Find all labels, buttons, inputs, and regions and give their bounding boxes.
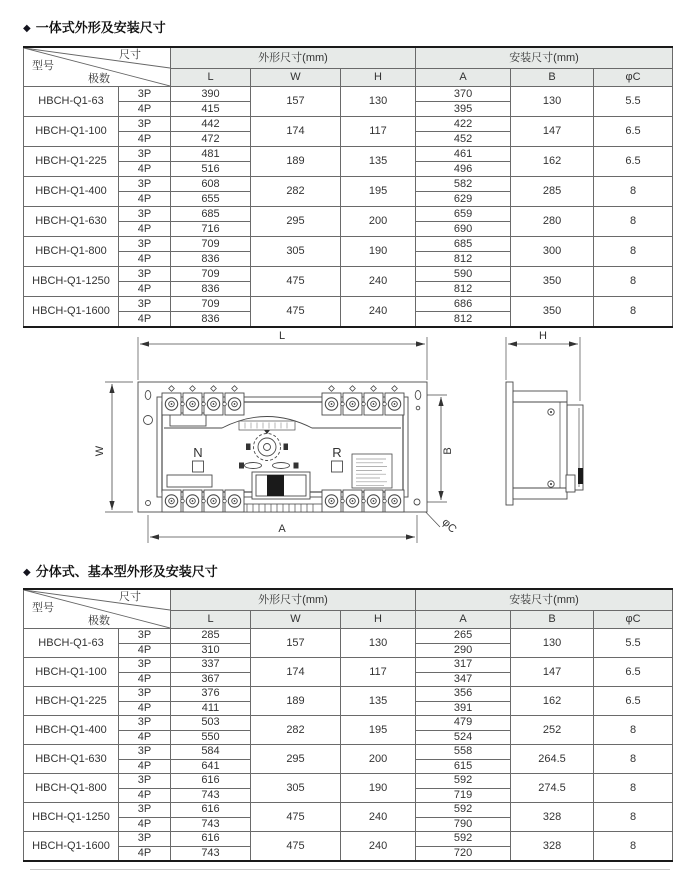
value-cell-a: 719: [416, 788, 511, 803]
value-cell-a: 391: [416, 701, 511, 716]
poles-cell: 4P: [119, 759, 171, 774]
value-cell-a: 524: [416, 730, 511, 745]
value-cell-b: 264.5: [511, 745, 594, 774]
col-header-w: W: [251, 69, 341, 87]
value-cell-h: 240: [341, 267, 416, 297]
model-cell: HBCH-Q1-400: [24, 716, 119, 745]
col-header-a: A: [416, 69, 511, 87]
poles-cell: 4P: [119, 102, 171, 117]
group-header-outline: 外形尺寸(mm): [171, 47, 416, 69]
value-cell-l: 411: [171, 701, 251, 716]
value-cell-a: 592: [416, 774, 511, 789]
value-cell-l: 836: [171, 252, 251, 267]
value-cell-b: 300: [511, 237, 594, 267]
value-cell-b: 285: [511, 177, 594, 207]
value-cell-l: 716: [171, 222, 251, 237]
table-row: [24, 687, 673, 702]
poles-cell: 3P: [119, 147, 171, 162]
col-header-l: L: [171, 69, 251, 87]
diamond-bullet-icon: ◆: [23, 567, 31, 578]
col-header-h: H: [341, 69, 416, 87]
value-cell-b: 328: [511, 803, 594, 832]
table-row: [24, 117, 673, 132]
poles-cell: 4P: [119, 643, 171, 658]
poles-cell: 3P: [119, 658, 171, 673]
poles-cell: 4P: [119, 252, 171, 267]
value-cell-b: 162: [511, 687, 594, 716]
value-cell-l: 390: [171, 87, 251, 102]
value-cell-a: 590: [416, 267, 511, 282]
model-cell: HBCH-Q1-100: [24, 658, 119, 687]
value-cell-h: 130: [341, 87, 416, 117]
table-row: [24, 774, 673, 789]
poles-cell: 4P: [119, 846, 171, 861]
table-row: [24, 267, 673, 282]
col-header-a: A: [416, 611, 511, 629]
value-cell-a: 582: [416, 177, 511, 192]
value-cell-w: 174: [251, 117, 341, 147]
table-row: [24, 237, 673, 252]
value-cell-w: 174: [251, 658, 341, 687]
value-cell-phic: 8: [594, 177, 673, 207]
poles-cell: 4P: [119, 282, 171, 297]
value-cell-b: 130: [511, 87, 594, 117]
value-cell-a: 370: [416, 87, 511, 102]
value-cell-h: 190: [341, 237, 416, 267]
table-row: [24, 658, 673, 673]
value-cell-l: 616: [171, 832, 251, 847]
value-cell-l: 685: [171, 207, 251, 222]
model-cell: HBCH-Q1-630: [24, 207, 119, 237]
col-header-b: B: [511, 69, 594, 87]
value-cell-phic: 8: [594, 803, 673, 832]
model-cell: HBCH-Q1-1250: [24, 803, 119, 832]
model-cell: HBCH-Q1-1600: [24, 297, 119, 328]
value-cell-h: 130: [341, 629, 416, 658]
value-cell-h: 240: [341, 803, 416, 832]
model-cell: HBCH-Q1-630: [24, 745, 119, 774]
poles-cell: 4P: [119, 222, 171, 237]
value-cell-phic: 6.5: [594, 687, 673, 716]
switch-label-n: N: [193, 445, 203, 460]
model-cell: HBCH-Q1-800: [24, 237, 119, 267]
side-view: [506, 337, 583, 505]
poles-cell: 4P: [119, 312, 171, 328]
value-cell-w: 475: [251, 297, 341, 328]
value-cell-w: 282: [251, 716, 341, 745]
value-cell-w: 295: [251, 207, 341, 237]
value-cell-a: 812: [416, 312, 511, 328]
dim-label-phic: φC: [439, 516, 459, 536]
value-cell-b: 130: [511, 629, 594, 658]
value-cell-w: 475: [251, 803, 341, 832]
poles-cell: 4P: [119, 192, 171, 207]
group-header-install: 安装尺寸(mm): [416, 47, 673, 69]
dim-label-h: H: [539, 330, 547, 342]
value-cell-a: 422: [416, 117, 511, 132]
section-title-integrated: [23, 17, 166, 36]
value-cell-l: 709: [171, 267, 251, 282]
technical-drawing: [0, 325, 700, 557]
value-cell-l: 481: [171, 147, 251, 162]
value-cell-b: 274.5: [511, 774, 594, 803]
value-cell-a: 629: [416, 192, 511, 207]
value-cell-phic: 6.5: [594, 117, 673, 147]
value-cell-b: 147: [511, 658, 594, 687]
value-cell-a: 812: [416, 282, 511, 297]
poles-cell: 3P: [119, 267, 171, 282]
value-cell-b: 350: [511, 267, 594, 297]
diamond-bullet-icon: ◆: [23, 23, 31, 34]
value-cell-a: 720: [416, 846, 511, 861]
poles-cell: 4P: [119, 817, 171, 832]
diag-label-size: 尺寸: [119, 49, 141, 61]
table-row: [24, 177, 673, 192]
front-view: [105, 337, 447, 543]
value-cell-a: 812: [416, 252, 511, 267]
value-cell-h: 240: [341, 297, 416, 328]
poles-cell: 3P: [119, 629, 171, 644]
poles-cell: 3P: [119, 716, 171, 731]
value-cell-l: 655: [171, 192, 251, 207]
model-cell: HBCH-Q1-63: [24, 87, 119, 117]
value-cell-a: 347: [416, 672, 511, 687]
value-cell-l: 516: [171, 162, 251, 177]
value-cell-phic: 8: [594, 716, 673, 745]
poles-cell: 4P: [119, 162, 171, 177]
value-cell-w: 157: [251, 629, 341, 658]
col-header-w: W: [251, 611, 341, 629]
table-row: [24, 832, 673, 847]
value-cell-l: 743: [171, 788, 251, 803]
value-cell-b: 147: [511, 117, 594, 147]
value-cell-phic: 8: [594, 207, 673, 237]
poles-cell: 4P: [119, 132, 171, 147]
value-cell-h: 200: [341, 207, 416, 237]
value-cell-l: 743: [171, 817, 251, 832]
poles-cell: 4P: [119, 788, 171, 803]
value-cell-b: 252: [511, 716, 594, 745]
poles-cell: 4P: [119, 672, 171, 687]
poles-cell: 3P: [119, 117, 171, 132]
poles-cell: 3P: [119, 832, 171, 847]
value-cell-a: 615: [416, 759, 511, 774]
value-cell-w: 189: [251, 687, 341, 716]
value-cell-h: 117: [341, 658, 416, 687]
value-cell-w: 305: [251, 774, 341, 803]
poles-cell: 4P: [119, 701, 171, 716]
poles-cell: 3P: [119, 237, 171, 252]
value-cell-l: 442: [171, 117, 251, 132]
model-cell: HBCH-Q1-400: [24, 177, 119, 207]
value-cell-w: 157: [251, 87, 341, 117]
value-cell-phic: 8: [594, 832, 673, 862]
value-cell-a: 290: [416, 643, 511, 658]
value-cell-a: 395: [416, 102, 511, 117]
value-cell-b: 162: [511, 147, 594, 177]
value-cell-l: 367: [171, 672, 251, 687]
value-cell-l: 337: [171, 658, 251, 673]
poles-cell: 3P: [119, 177, 171, 192]
table-row: [24, 629, 673, 644]
value-cell-a: 265: [416, 629, 511, 644]
value-cell-a: 685: [416, 237, 511, 252]
value-cell-phic: 8: [594, 297, 673, 328]
poles-cell: 3P: [119, 687, 171, 702]
diag-header-cell: [24, 589, 171, 629]
table-row: [24, 87, 673, 102]
poles-cell: 3P: [119, 297, 171, 312]
value-cell-a: 659: [416, 207, 511, 222]
value-cell-l: 616: [171, 774, 251, 789]
value-cell-h: 195: [341, 177, 416, 207]
dim-label-w: W: [94, 445, 106, 457]
value-cell-w: 282: [251, 177, 341, 207]
value-cell-phic: 8: [594, 267, 673, 297]
table-row: [24, 803, 673, 818]
dim-label-b: B: [442, 447, 454, 455]
poles-cell: 3P: [119, 87, 171, 102]
table-row: [24, 207, 673, 222]
value-cell-l: 584: [171, 745, 251, 760]
model-cell: HBCH-Q1-63: [24, 629, 119, 658]
col-header-phic: φC: [594, 611, 673, 629]
value-cell-l: 550: [171, 730, 251, 745]
diag-label-poles: 极数: [88, 73, 110, 85]
value-cell-l: 641: [171, 759, 251, 774]
value-cell-phic: 5.5: [594, 87, 673, 117]
section-title-text: 一体式外形及安装尺寸: [35, 20, 166, 35]
col-header-h: H: [341, 611, 416, 629]
value-cell-phic: 6.5: [594, 658, 673, 687]
value-cell-a: 479: [416, 716, 511, 731]
value-cell-phic: 6.5: [594, 147, 673, 177]
group-header-install: 安装尺寸(mm): [416, 589, 673, 611]
dim-label-a: A: [278, 523, 286, 535]
value-cell-phic: 8: [594, 237, 673, 267]
table-row: [24, 745, 673, 760]
value-cell-l: 415: [171, 102, 251, 117]
table-row: [24, 147, 673, 162]
value-cell-w: 475: [251, 832, 341, 862]
poles-cell: 3P: [119, 803, 171, 818]
dimension-table-split: [23, 588, 673, 862]
value-cell-b: 350: [511, 297, 594, 328]
model-cell: HBCH-Q1-1250: [24, 267, 119, 297]
value-cell-w: 305: [251, 237, 341, 267]
value-cell-phic: 8: [594, 745, 673, 774]
value-cell-h: 117: [341, 117, 416, 147]
value-cell-a: 558: [416, 745, 511, 760]
value-cell-l: 310: [171, 643, 251, 658]
model-cell: HBCH-Q1-1600: [24, 832, 119, 862]
value-cell-h: 190: [341, 774, 416, 803]
value-cell-l: 472: [171, 132, 251, 147]
value-cell-a: 452: [416, 132, 511, 147]
dim-label-l: L: [278, 330, 286, 342]
value-cell-l: 743: [171, 846, 251, 861]
value-cell-b: 328: [511, 832, 594, 862]
poles-cell: 3P: [119, 745, 171, 760]
value-cell-phic: 8: [594, 774, 673, 803]
col-header-phic: φC: [594, 69, 673, 87]
diag-label-poles: 极数: [88, 615, 110, 627]
section-title-text: 分体式、基本型外形及安装尺寸: [35, 564, 218, 579]
value-cell-a: 686: [416, 297, 511, 312]
value-cell-a: 356: [416, 687, 511, 702]
col-header-b: B: [511, 611, 594, 629]
value-cell-h: 200: [341, 745, 416, 774]
value-cell-l: 616: [171, 803, 251, 818]
switch-label-r: R: [332, 445, 342, 460]
value-cell-a: 461: [416, 147, 511, 162]
value-cell-h: 135: [341, 687, 416, 716]
value-cell-h: 240: [341, 832, 416, 862]
value-cell-b: 280: [511, 207, 594, 237]
value-cell-a: 592: [416, 803, 511, 818]
diag-label-model: 型号: [32, 602, 54, 614]
value-cell-a: 790: [416, 817, 511, 832]
poles-cell: 3P: [119, 774, 171, 789]
value-cell-l: 285: [171, 629, 251, 644]
value-cell-a: 592: [416, 832, 511, 847]
value-cell-a: 317: [416, 658, 511, 673]
value-cell-a: 690: [416, 222, 511, 237]
poles-cell: 4P: [119, 730, 171, 745]
value-cell-l: 376: [171, 687, 251, 702]
value-cell-l: 608: [171, 177, 251, 192]
value-cell-h: 195: [341, 716, 416, 745]
value-cell-l: 503: [171, 716, 251, 731]
value-cell-l: 709: [171, 297, 251, 312]
model-cell: HBCH-Q1-225: [24, 687, 119, 716]
poles-cell: 3P: [119, 207, 171, 222]
value-cell-w: 295: [251, 745, 341, 774]
dimension-table-integrated: [23, 46, 673, 328]
value-cell-h: 135: [341, 147, 416, 177]
model-cell: HBCH-Q1-800: [24, 774, 119, 803]
table-row: [24, 297, 673, 312]
diag-header-cell: [24, 47, 171, 87]
section-title-split: [23, 561, 218, 580]
value-cell-l: 709: [171, 237, 251, 252]
value-cell-phic: 5.5: [594, 629, 673, 658]
col-header-l: L: [171, 611, 251, 629]
diag-label-size: 尺寸: [119, 591, 141, 603]
value-cell-l: 836: [171, 282, 251, 297]
group-header-outline: 外形尺寸(mm): [171, 589, 416, 611]
model-cell: HBCH-Q1-100: [24, 117, 119, 147]
footer-rule: [30, 869, 670, 870]
model-cell: HBCH-Q1-225: [24, 147, 119, 177]
value-cell-l: 836: [171, 312, 251, 328]
table-row: [24, 716, 673, 731]
value-cell-w: 189: [251, 147, 341, 177]
value-cell-w: 475: [251, 267, 341, 297]
value-cell-a: 496: [416, 162, 511, 177]
diag-label-model: 型号: [32, 60, 54, 72]
